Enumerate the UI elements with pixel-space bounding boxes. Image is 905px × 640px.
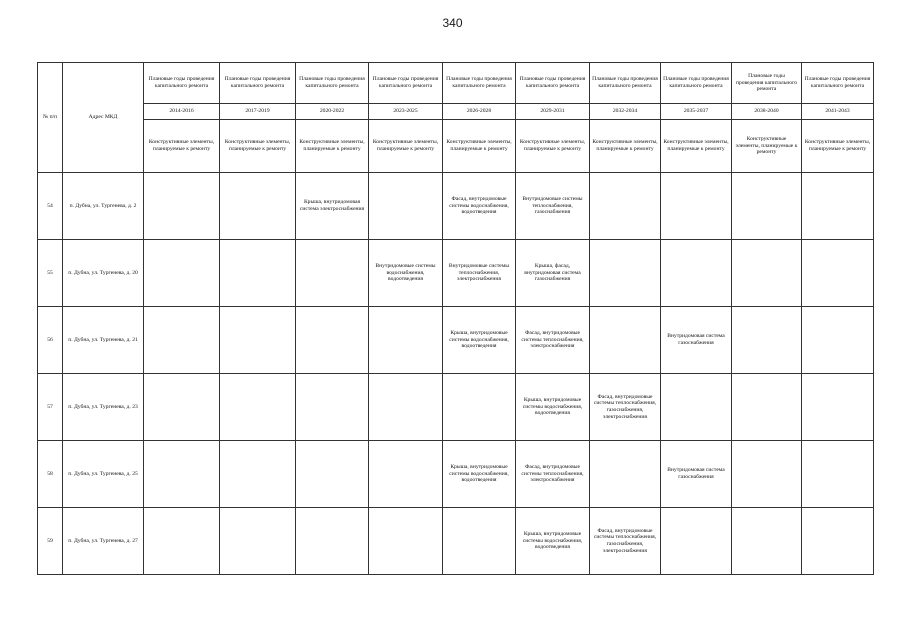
elements-label: Конструктивные элементы, планируемые к ремонту (220, 120, 296, 173)
year-range: 2017-2019 (220, 104, 296, 120)
table-row (38, 240, 874, 307)
period-title: Плановые годы проведения капитального ремонта (590, 63, 661, 104)
elements-label: Конструктивные элементы, планируемые к ремонту (732, 120, 802, 173)
planned-works-cell (802, 441, 874, 508)
planned-works-cell (220, 240, 296, 307)
row-number: 54 (38, 173, 63, 240)
table-header (38, 63, 874, 173)
planned-works-cell (144, 508, 220, 575)
year-range: 2014-2016 (144, 104, 220, 120)
table-row (38, 508, 874, 575)
elements-label: Конструктивные элементы, планируемые к ремонту (590, 120, 661, 173)
planned-works-cell (802, 508, 874, 575)
planned-works-cell: Крыша, внутридомовые системы водоснабжения, водоотведения (516, 374, 590, 441)
year-range: 2023-2025 (369, 104, 443, 120)
planned-works-cell (220, 374, 296, 441)
planned-works-cell: Крыша, внутридомовые системы водоснабжения, водоотведения (443, 307, 516, 374)
planned-works-cell (732, 240, 802, 307)
planned-works-cell (369, 374, 443, 441)
planned-works-cell: Крыша, внутридомовые системы водоснабжения, водоотведения (516, 508, 590, 575)
row-number: 55 (38, 240, 63, 307)
planned-works-cell (661, 374, 732, 441)
table-row (38, 374, 874, 441)
planned-works-cell (590, 441, 661, 508)
planned-works-cell: Крыша, внутридомовые системы водоснабжения, водоотведения (443, 441, 516, 508)
period-title: Плановые годы проведения капитального ремонта (144, 63, 220, 104)
planned-works-cell (732, 441, 802, 508)
year-range: 2026-2028 (443, 104, 516, 120)
planned-works-cell: Внутридомовая система газоснабжения (661, 307, 732, 374)
period-title: Плановые годы проведения капитального ремонта (516, 63, 590, 104)
planned-works-cell (296, 508, 369, 575)
planned-works-cell (732, 508, 802, 575)
planned-works-cell (220, 307, 296, 374)
header-row-titles (38, 63, 874, 104)
year-range: 2038-2040 (732, 104, 802, 120)
planned-works-cell (369, 173, 443, 240)
planned-works-cell (590, 173, 661, 240)
planned-works-cell (220, 508, 296, 575)
table-row (38, 441, 874, 508)
table-row (38, 307, 874, 374)
year-range: 2032-2034 (590, 104, 661, 120)
planned-works-cell (369, 508, 443, 575)
planned-works-cell: Фасад, внутридомовые системы теплоснабжения, электроснабжения (516, 307, 590, 374)
planned-works-cell: Фасад, внутридомовые системы водоснабжения, водоотведения (443, 173, 516, 240)
planned-works-cell (144, 441, 220, 508)
planned-works-cell (802, 374, 874, 441)
address-cell: п. Дубна, ул. Тургенева, д. 21 (63, 307, 144, 374)
planned-works-cell (802, 307, 874, 374)
address-cell: п. Дубна, ул. Тургенева, д. 23 (63, 374, 144, 441)
year-range: 2020-2022 (296, 104, 369, 120)
planned-works-cell (296, 441, 369, 508)
column-header-number: № п/п (38, 63, 63, 173)
row-number: 57 (38, 374, 63, 441)
planned-works-cell (661, 173, 732, 240)
row-number: 56 (38, 307, 63, 374)
planned-works-cell (590, 307, 661, 374)
planned-works-cell: Внутридомовые системы теплоснабжения, электроснабжения (443, 240, 516, 307)
planned-works-cell (661, 508, 732, 575)
planned-works-cell: Фасад, внутридомовые системы теплоснабжения, газоснабжения, электроснабжения (590, 508, 661, 575)
page-number: 340 (442, 16, 463, 30)
period-title: Плановые годы проведения капитального ремонта (369, 63, 443, 104)
elements-label: Конструктивные элементы, планируемые к ремонту (144, 120, 220, 173)
planned-works-cell (661, 240, 732, 307)
year-range: 2029-2031 (516, 104, 590, 120)
planned-works-cell: Крыша, внутридомовая система электроснабжения (296, 173, 369, 240)
planned-works-cell: Фасад, внутридомовые системы теплоснабжения, газоснабжения, электроснабжения (590, 374, 661, 441)
elements-label: Конструктивные элементы, планируемые к ремонту (369, 120, 443, 173)
elements-label: Конструктивные элементы, планируемые к ремонту (296, 120, 369, 173)
header-row-years (38, 104, 874, 120)
planned-works-cell (296, 240, 369, 307)
planned-works-cell (144, 307, 220, 374)
period-title: Плановые годы проведения капитального ремонта (296, 63, 369, 104)
period-title: Плановые годы проведения капитального ремонта (732, 63, 802, 104)
table-body (38, 173, 874, 575)
address-cell: п. Дубна, ул. Тургенева, д. 20 (63, 240, 144, 307)
planned-works-cell (732, 307, 802, 374)
column-header-address: Адрес МКД (63, 63, 144, 173)
elements-label: Конструктивные элементы, планируемые к ремонту (661, 120, 732, 173)
planned-works-cell (220, 441, 296, 508)
planned-works-cell: Внутридомовая система газоснабжения (661, 441, 732, 508)
planned-works-cell (590, 240, 661, 307)
planned-works-cell (369, 307, 443, 374)
planned-works-cell: Внутридомовые системы водоснабжения, водоотведения (369, 240, 443, 307)
planned-works-cell (296, 307, 369, 374)
year-range: 2041-2043 (802, 104, 874, 120)
address-cell: п. Дубна, ул. Тургенева, д. 25 (63, 441, 144, 508)
period-title: Плановые годы проведения капитального ремонта (802, 63, 874, 104)
period-title: Плановые годы проведения капитального ремонта (220, 63, 296, 104)
planned-works-cell (296, 374, 369, 441)
planned-works-cell: Крыша, фасад, внутридомовая система газоснабжения (516, 240, 590, 307)
planned-works-cell (369, 441, 443, 508)
planned-works-cell (144, 173, 220, 240)
header-row-elements (38, 120, 874, 173)
planned-works-cell (732, 374, 802, 441)
planned-works-cell (443, 508, 516, 575)
row-number: 59 (38, 508, 63, 575)
table-row (38, 173, 874, 240)
planned-works-cell (732, 173, 802, 240)
repair-schedule-table (37, 62, 874, 575)
planned-works-cell (144, 374, 220, 441)
planned-works-cell (443, 374, 516, 441)
row-number: 58 (38, 441, 63, 508)
period-title: Плановые годы проведения капитального ремонта (661, 63, 732, 104)
planned-works-cell: Фасад, внутридомовые системы теплоснабжения, электроснабжения (516, 441, 590, 508)
period-title: Плановые годы проведения капитального ремонта (443, 63, 516, 104)
elements-label: Конструктивные элементы, планируемые к ремонту (802, 120, 874, 173)
planned-works-cell (802, 240, 874, 307)
planned-works-cell (144, 240, 220, 307)
planned-works-cell (220, 173, 296, 240)
planned-works-cell: Внутридомовые системы теплоснабжения, газоснабжения (516, 173, 590, 240)
address-cell: п. Дубна, ул. Тургенева, д. 27 (63, 508, 144, 575)
year-range: 2035-2037 (661, 104, 732, 120)
elements-label: Конструктивные элементы, планируемые к ремонту (443, 120, 516, 173)
address-cell: п. Дубна, ул. Тургенева, д. 2 (63, 173, 144, 240)
elements-label: Конструктивные элементы, планируемые к ремонту (516, 120, 590, 173)
planned-works-cell (802, 173, 874, 240)
